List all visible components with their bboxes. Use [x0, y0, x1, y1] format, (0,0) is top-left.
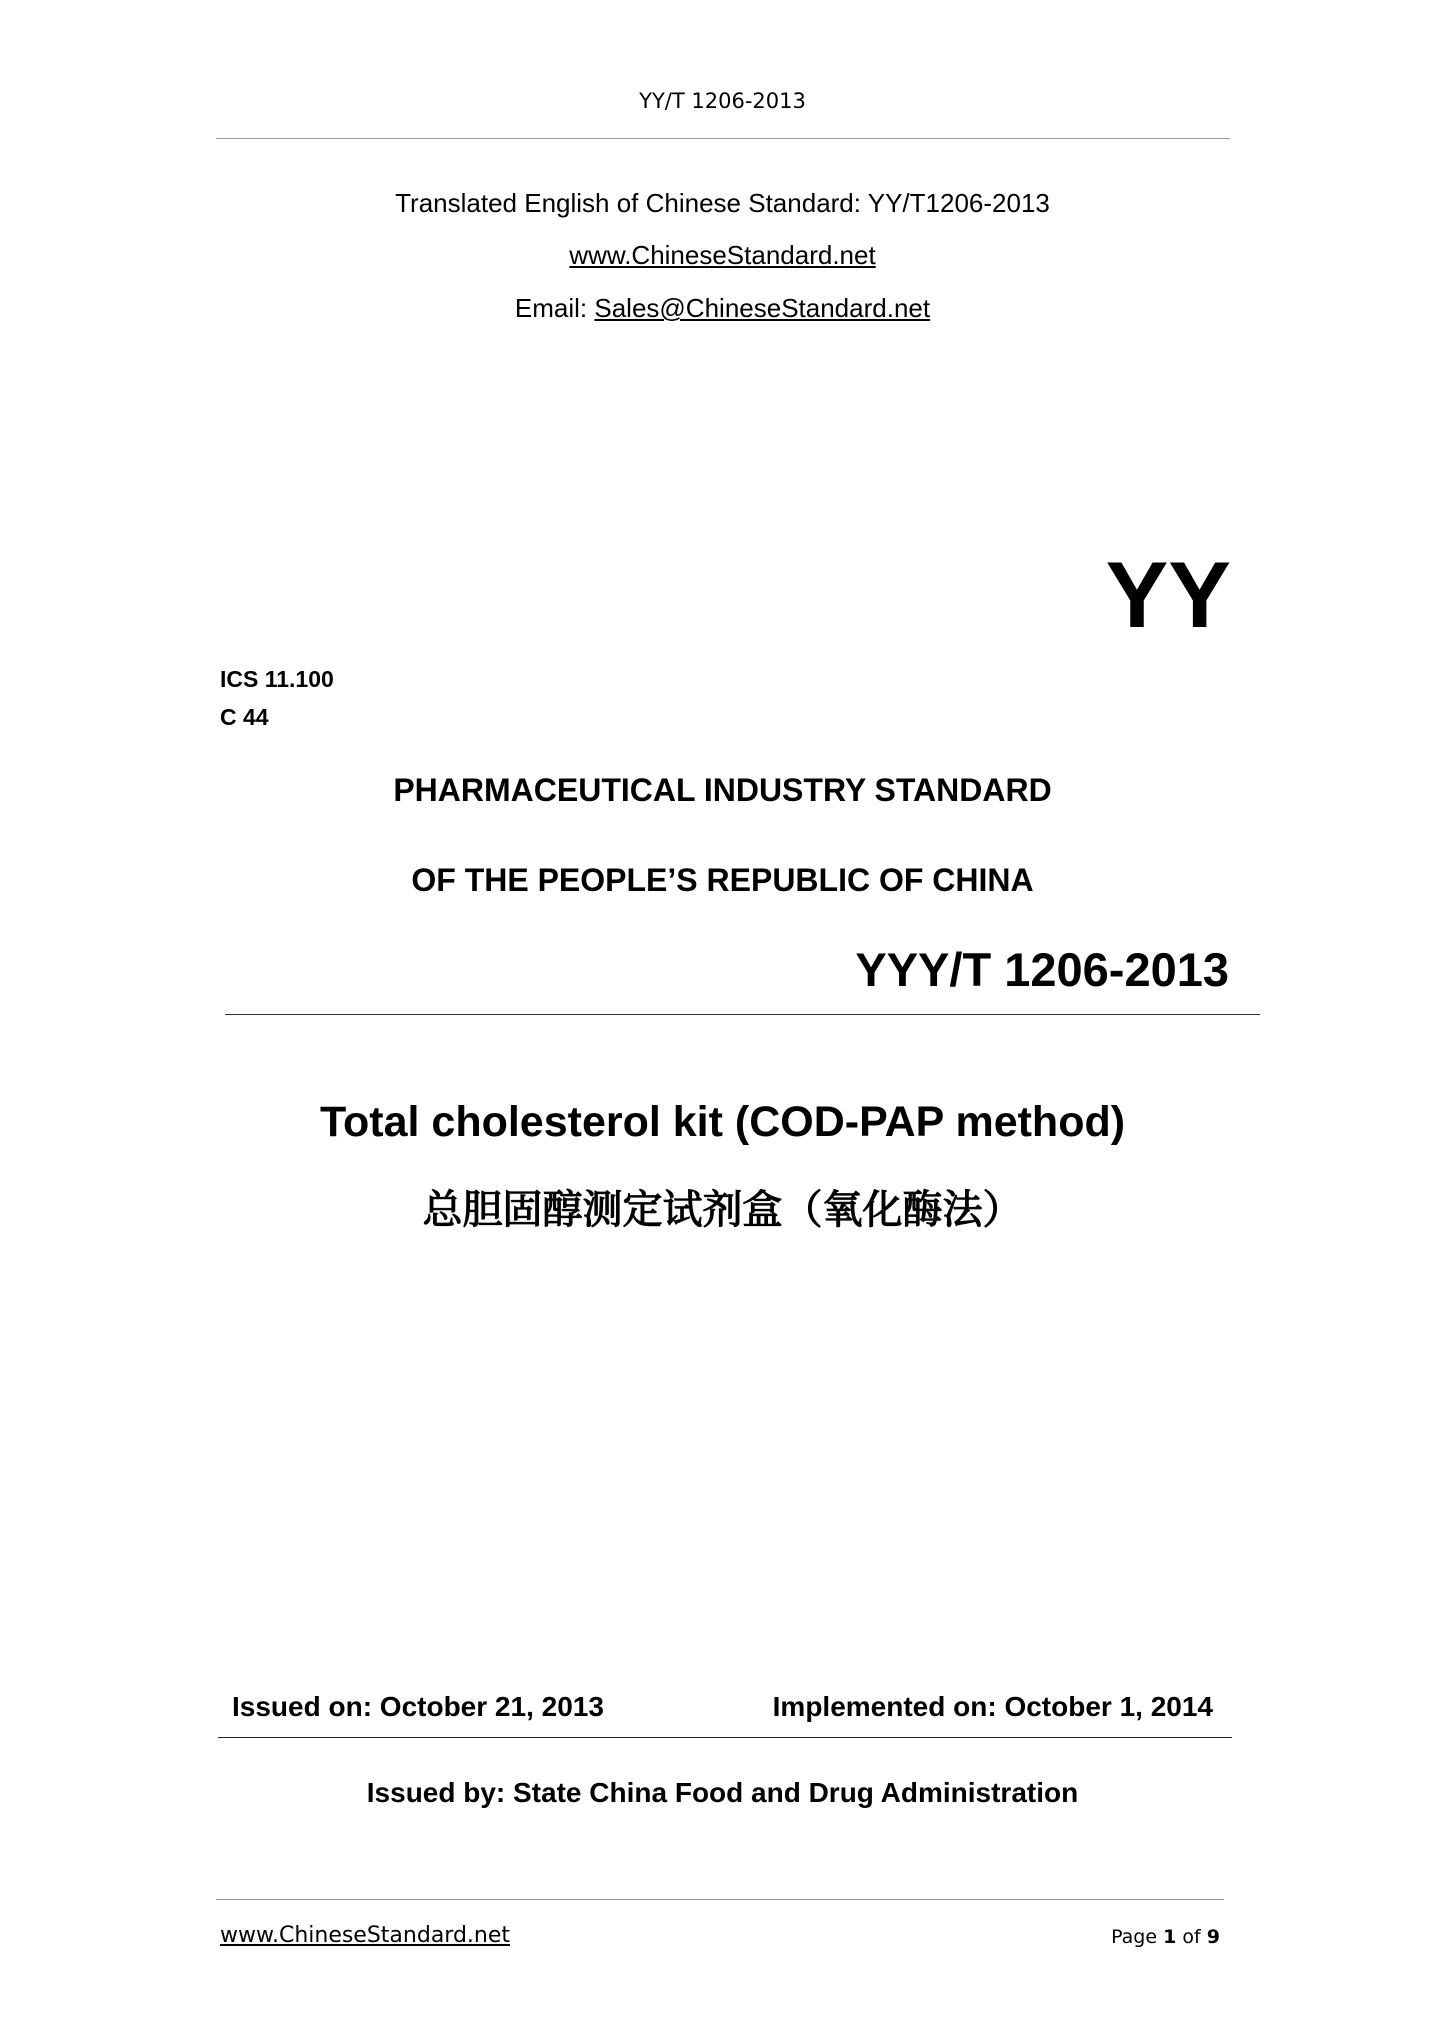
ccs-number: C 44: [220, 704, 269, 730]
issued-on: Issued on: October 21, 2013: [232, 1691, 604, 1722]
translation-website-row: [0, 240, 1445, 271]
page-label: Page: [1111, 1926, 1158, 1948]
standard-type-line1: PHARMACEUTICAL INDUSTRY STANDARD: [393, 772, 1052, 808]
page-of: of: [1182, 1926, 1201, 1948]
footer-website-row: [220, 1923, 510, 1948]
footer-website-link[interactable]: www.ChineseStandard.net: [220, 1923, 511, 1948]
standard-number: YYY/T 1206-2013: [855, 943, 1229, 996]
footer-divider: [216, 1899, 1224, 1900]
standard-code-logo: YY: [1105, 542, 1231, 647]
page-current: 1: [1163, 1926, 1177, 1948]
page-total: 9: [1206, 1926, 1220, 1948]
ics-number: ICS 11.100: [220, 666, 334, 692]
header-divider: [216, 138, 1230, 139]
page-indicator: [1111, 1926, 1220, 1948]
dates-divider: [218, 1737, 1232, 1738]
website-link[interactable]: www.ChineseStandard.net: [569, 240, 876, 270]
standard-type-line2: OF THE PEOPLE’S REPUBLIC OF CHINA: [411, 862, 1034, 898]
standard-number-divider: [225, 1014, 1260, 1015]
email-row: [0, 293, 1445, 324]
title-english: Total cholesterol kit (COD-PAP method): [319, 1098, 1126, 1146]
translation-notice: Translated English of Chinese Standard: YY/T1206-2013: [395, 188, 1050, 218]
issued-by: Issued by: State China Food and Drug Administration: [366, 1777, 1079, 1808]
running-header: YY/T 1206-2013: [639, 89, 806, 113]
email-link[interactable]: Sales@ChineseStandard.net: [594, 293, 931, 323]
title-chinese: 总胆固醇测定试剂盒（氧化酶法）: [422, 1187, 1023, 1233]
implemented-on: Implemented on: October 1, 2014: [772, 1691, 1213, 1722]
email-label: Email:: [514, 293, 588, 323]
